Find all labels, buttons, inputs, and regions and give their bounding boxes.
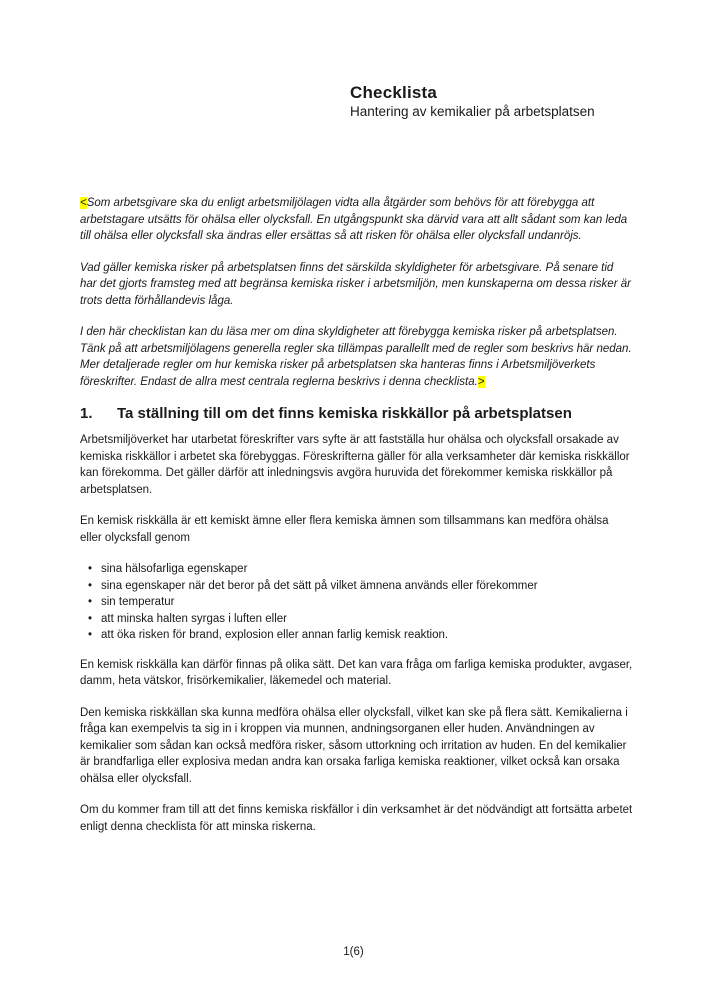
section-1-heading [80, 405, 633, 423]
section-1-heading-text: Ta ställning till om det finns kemiska riskkällor på arbetsplatsen [117, 405, 572, 422]
list-item: • att minska halten syrgas i luften eller [80, 611, 633, 628]
intro-paragraph-2: Vad gäller kemiska risker på arbetsplatsen finns det särskilda skyldigheter för arbetsgivare. På senare tid har det gjorts framsteg med att begränsa kemiska risker i arbetsmiljön, men kunskaperna om dessa risker är trots detta förhållandevis låga. [80, 261, 631, 307]
list-item: • sina hälsofarliga egenskaper [80, 561, 633, 578]
section-1-number: 1. [80, 405, 93, 422]
list-item: • sin temperatur [80, 594, 633, 611]
document-title: Checklista [350, 83, 438, 102]
risk-source-bullet-list [80, 561, 633, 644]
highlighted-open-mark: < [80, 197, 87, 209]
section-1-paragraph-3: En kemisk riskkälla kan därför finnas på olika sätt. Det kan vara fråga om farliga kemiska produkter, avgaser, damm, heta vätskor, frisörkemikalier, läkemedel och material. [80, 658, 633, 687]
intro-paragraph-1 [80, 195, 633, 245]
document-subtitle: Hantering av kemikalier på arbetsplatsen [350, 104, 595, 119]
section-1-paragraph-5: Om du kommer fram till att det finns kemiska riskfällor i din verksamhet är det nödvändigt att fortsätta arbetet enligt denna checklista för att minska riskerna. [80, 804, 633, 833]
highlighted-close-mark: > [477, 375, 485, 388]
section-1-paragraph-1: Arbetsmiljöverket har utarbetat föreskrifter vars syfte är att fastställa hur ohälsa och olycksfall orsakade av kemiska riskkällor i arbetet ska förebyggas. Föreskrifterna gäller för alla verksamheter där kemiska riskkällor kan förekomma. Det gäller därför att inledningsvis avgöra huruvida det förekommer kemiska riskkällor på arbetsplatsen. [80, 434, 630, 496]
section-1-paragraph-4: Den kemiska riskkällan ska kunna medföra ohälsa eller olycksfall, vilket kan ske på flera sätt. Kemikalierna i fråga kan exempelvis ta sig in i kroppen via munnen, andningsorganen eller huden. Användningen av kemikalier som sådan kan också medföra risker, såsom uttorkning och irritation av huden. En del kemikalier är brandfarliga eller explosiva medan andra kan orsaka farliga kemiska reaktioner, vilket också kan orsaka ohälsa eller olycksfall. [80, 706, 628, 785]
intro-paragraph-3 [80, 324, 633, 390]
section-1-paragraph-2: En kemisk riskkälla är ett kemiskt ämne eller flera kemiska ämnen som tillsammans kan medföra ohälsa eller olycksfall genom [80, 515, 609, 544]
intro-paragraph-3-text: I den här checklistan kan du läsa mer om dina skyldigheter att förebygga kemiska risker på arbetsplatsen. Tänk på att arbetsmiljölagens generella regler ska tillämpas parallellt med de regler som beskrivs här nedan. Mer detaljerade regler om hur kemiska risker på arbetsplatsen ska hanteras finns i Arbetsmiljöverkets föreskrifter. Endast de allra mest centrala reglerna beskrivs i denna checklista. [80, 326, 632, 388]
document-body [80, 195, 633, 850]
title-block [350, 82, 670, 121]
page-number: 1(6) [343, 946, 364, 958]
list-item: • att öka risken för brand, explosion eller annan farlig kemisk reaktion. [80, 627, 633, 644]
intro-paragraph-1-text: Som arbetsgivare ska du enligt arbetsmiljölagen vidta alla åtgärder som behövs för att förebygga att arbetstagare utsätts för ohälsa eller olycksfall. En utgångspunkt ska därvid vara att allt sådant som kan leda till ohälsa eller olycksfall ska ändras eller ersättas så att risken för ohälsa eller olycksfall undanröjs. [80, 197, 628, 242]
list-item: • sina egenskaper när det beror på det sätt på vilket ämnena används eller förekommer [80, 578, 633, 595]
